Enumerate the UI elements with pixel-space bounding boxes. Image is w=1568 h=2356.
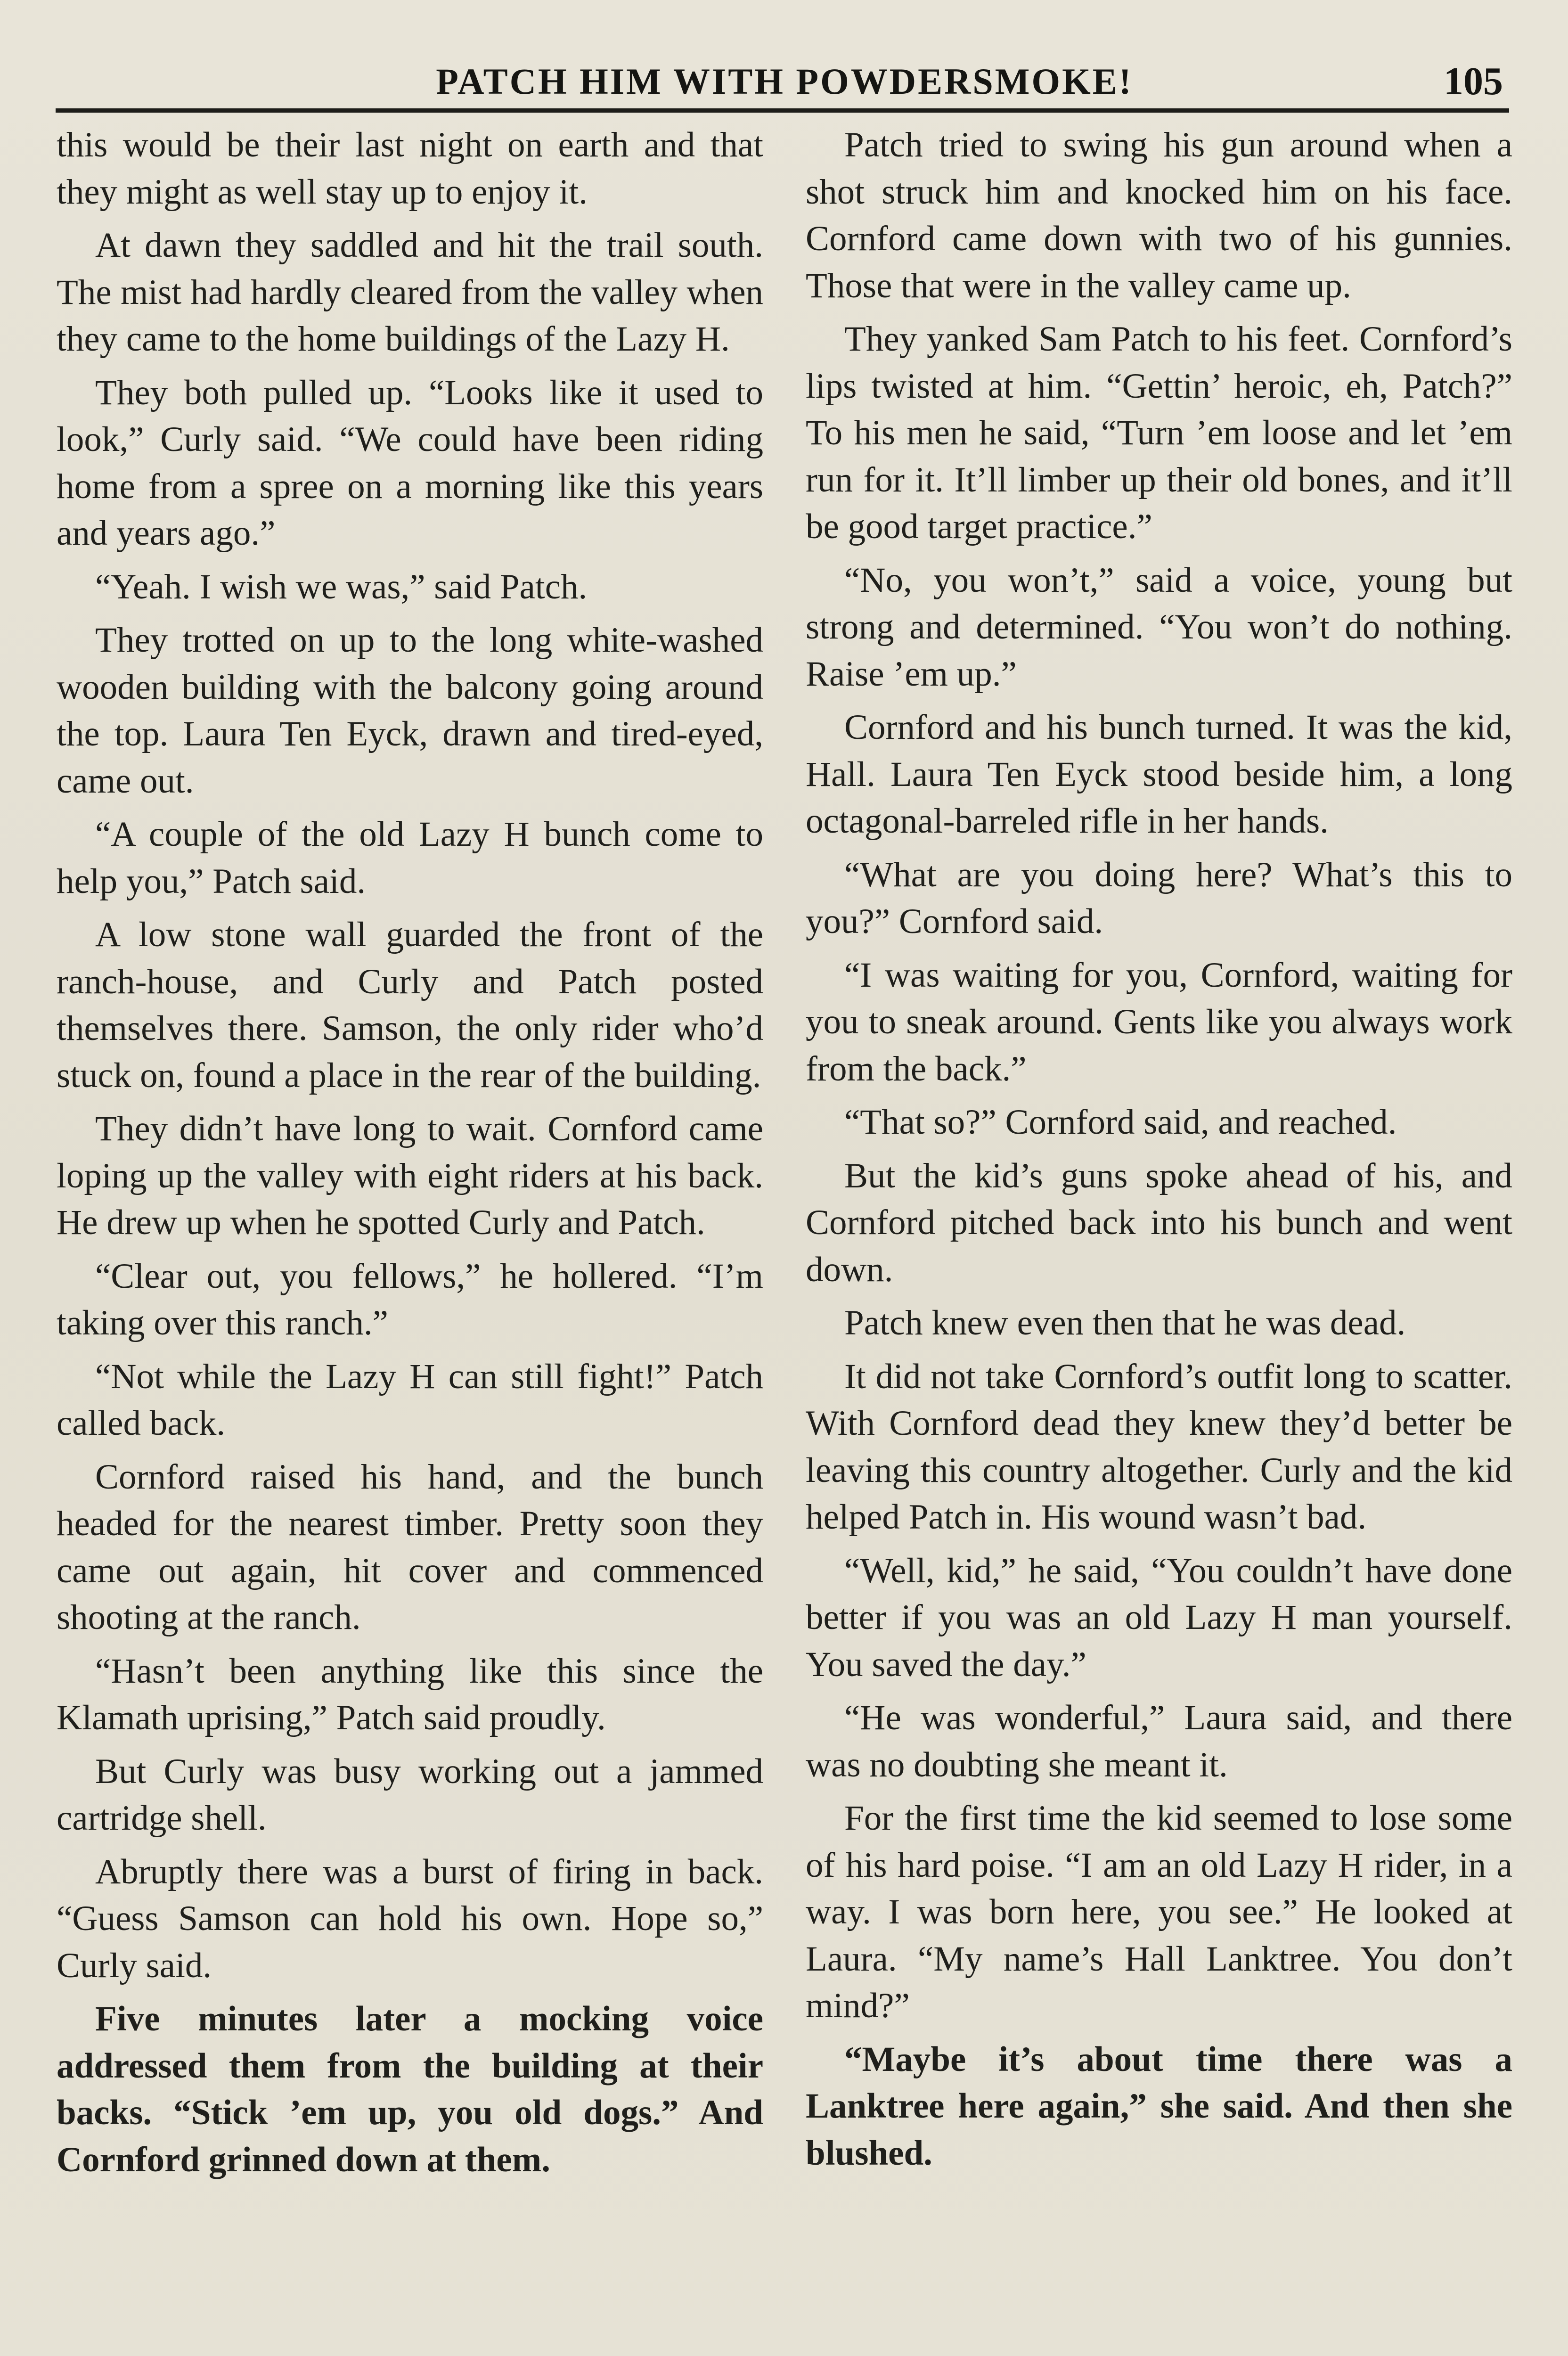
paragraph: Cornford raised his hand, and the bunch headed for the nearest timber. Pretty soon they came out again, hit cover and commenced shooting at the ranch. bbox=[57, 1457, 763, 1637]
paragraph: A low stone wall guarded the front of the ranch-house, and Curly and Patch posted themselves there. Samson, the only rider who’d stuck on, found a place in the rear of the building. bbox=[57, 915, 763, 1095]
paragraph: They yanked Sam Patch to his feet. Cornford’s lips twisted at him. “Gettin’ heroic, eh, Patch?” To his men he said, “Turn ’em loose and let ’em run for it. It’ll limber up their old bones, and it’ll be good target practice.” bbox=[806, 319, 1512, 546]
paragraph: At dawn they saddled and hit the trail south. The mist had hardly cleared from the valley when they came to the home buildings of the Lazy H. bbox=[57, 226, 763, 359]
paragraph: They didn’t have long to wait. Cornford came loping up the valley with eight riders at his back. He drew up when he spotted Curly and Patch. bbox=[57, 1109, 763, 1242]
paragraph: “A couple of the old Lazy H bunch come to help you,” Patch said. bbox=[57, 815, 763, 901]
header-rule bbox=[56, 108, 1509, 113]
paragraph: “Not while the Lazy H can still fight!” Patch called back. bbox=[57, 1357, 763, 1443]
paragraph: They trotted on up to the long white-washed wooden building with the balcony going around the top. Laura Ten Eyck, drawn and tired-eyed, came out. bbox=[57, 621, 763, 801]
paragraph: They both pulled up. “Looks like it used to look,” Curly said. “We could have been riding home from a spree on a morning like this years and years ago.” bbox=[57, 373, 763, 553]
paragraph: Cornford and his bunch turned. It was the kid, Hall. Laura Ten Eyck stood beside him, a long octagonal-barreled rifle in her hands. bbox=[806, 708, 1512, 841]
paragraph: “What are you doing here? What’s this to you?” Cornford said. bbox=[806, 855, 1512, 941]
right-column bbox=[806, 122, 1512, 2183]
running-title: PATCH HIM WITH POWDERSMOKE! bbox=[436, 61, 1133, 102]
paragraph: “Maybe it’s about time there was a Lanktree here again,” she said. And then she blushed. bbox=[806, 2039, 1512, 2173]
page-header bbox=[61, 52, 1508, 108]
paragraph: “Clear out, you fellows,” he hollered. “I’m taking over this ranch.” bbox=[57, 1256, 763, 1342]
paragraph: Patch knew even then that he was dead. bbox=[844, 1303, 1406, 1342]
paragraph: Patch tried to swing his gun around when a shot struck him and knocked him on his face. Cornford came down with two of his gunnies. Those that were in the valley came up. bbox=[806, 125, 1512, 305]
paragraph: “He was wonderful,” Laura said, and there was no doubting she meant it. bbox=[806, 1698, 1512, 1784]
paragraph: Abruptly there was a burst of firing in back. “Guess Samson can hold his own. Hope so,” Curly said. bbox=[57, 1852, 763, 1985]
paragraph: “Hasn’t been anything like this since the Klamath uprising,” Patch said proudly. bbox=[57, 1651, 763, 1737]
paragraph: “I was waiting for you, Cornford, waiting for you to sneak around. Gents like you always work from the back.” bbox=[806, 955, 1512, 1088]
paragraph: “Well, kid,” he said, “You couldn’t have done better if you was an old Lazy H man yourself. You saved the day.” bbox=[806, 1551, 1512, 1684]
paragraph: But the kid’s guns spoke ahead of his, and Cornford pitched back into his bunch and went down. bbox=[806, 1156, 1512, 1289]
paragraph: Five minutes later a mocking voice addressed them from the building at their backs. “Stick ’em up, you old dogs.” And Cornford grinned down at them. bbox=[57, 1999, 763, 2179]
left-column bbox=[57, 122, 763, 2190]
page-number: 105 bbox=[1444, 59, 1503, 103]
paragraph: “No, you won’t,” said a voice, young but strong and determined. “You won’t do nothing. Raise ’em up.” bbox=[806, 560, 1512, 694]
paragraph: “Yeah. I wish we was,” said Patch. bbox=[95, 567, 588, 606]
paragraph: It did not take Cornford’s outfit long to scatter. With Cornford dead they knew they’d better be leaving this country altogether. Curly and the kid helped Patch in. His wound wasn’t bad. bbox=[806, 1357, 1512, 1537]
paragraph: But Curly was busy working out a jammed cartridge shell. bbox=[57, 1751, 763, 1838]
paragraph: this would be their last night on earth and that they might as well stay up to enjoy it. bbox=[57, 125, 763, 212]
paragraph: “That so?” Cornford said, and reached. bbox=[844, 1103, 1397, 1142]
paragraph: For the first time the kid seemed to lose some of his hard poise. “I am an old Lazy H rider, in a way. I was born here, you see.” He looked at Laura. “My name’s Hall Lanktree. You don’t mind?” bbox=[806, 1799, 1512, 2025]
